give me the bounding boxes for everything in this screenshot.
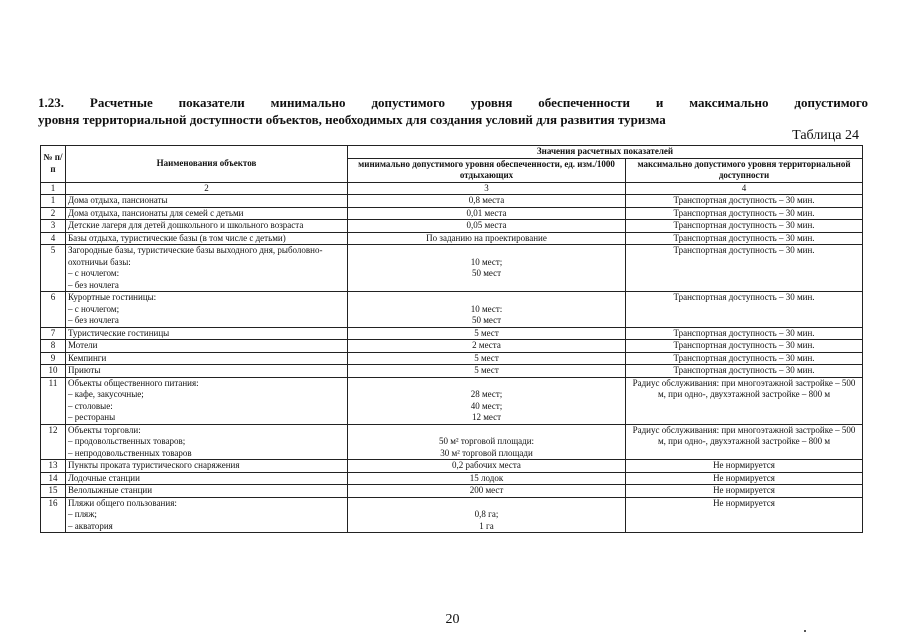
min-value [348, 340, 626, 353]
min-value [348, 207, 626, 220]
object-name-line: – без ночлега [68, 279, 119, 290]
min-value-line: 10 мест: [470, 303, 503, 314]
object-name-line: Дома отдыха, пансионаты [68, 195, 168, 205]
table-row [41, 340, 863, 353]
header-values-group: Значения расчетных показателей [348, 146, 863, 159]
header-name: Наименования объектов [66, 146, 348, 183]
object-name-line: Дома отдыха, пансионаты для семей с детьми [68, 207, 244, 218]
max-value: Радиус обслуживания: при многоэтажной застройке – 500 м, при одно-, двухэтажной застройке – 800 м [626, 377, 863, 424]
table-row [41, 292, 863, 328]
object-name [66, 472, 348, 485]
col-number: 4 [626, 182, 863, 195]
object-name [66, 232, 348, 245]
min-value [348, 460, 626, 473]
min-value-line: 0,05 места [466, 220, 507, 230]
section-heading-line-2: уровня территориальной доступности объектов, необходимых для создания условий для развития туризма [38, 112, 666, 127]
min-value-line [350, 245, 623, 257]
page-number: 20 [445, 612, 460, 627]
row-number: 4 [41, 232, 66, 245]
min-value [348, 365, 626, 378]
max-value: Не нормируется [626, 497, 863, 533]
min-value-line: 12 мест [471, 412, 502, 422]
row-number: 12 [41, 424, 66, 460]
min-value [348, 485, 626, 498]
object-name-line: – акватория [68, 520, 113, 531]
max-value: Не нормируется [626, 460, 863, 473]
object-name [66, 292, 348, 328]
object-name-line: Детские лагеря для детей дошкольного и школьного возраста [68, 220, 304, 230]
object-name [66, 497, 348, 533]
min-value-line: 1 га [479, 520, 494, 531]
column-numbers-row [41, 182, 863, 195]
min-value [348, 377, 626, 424]
object-name [66, 340, 348, 353]
min-value-line: 40 мест; [470, 400, 503, 411]
min-value [348, 195, 626, 208]
min-value-line: 50 м² торговой площади: [438, 436, 535, 446]
row-number: 1 [41, 195, 66, 208]
min-value-line: 30 м² торговой площади [440, 447, 533, 458]
max-value: Транспортная доступность – 30 мин. [626, 207, 863, 220]
object-name-line: Пункты проката туристического снаряжения [68, 460, 240, 470]
header-max: максимально допустимого уровня территориальной доступности [626, 158, 863, 182]
min-value-line: 0,01 места [466, 207, 507, 218]
min-value [348, 220, 626, 233]
min-value [348, 424, 626, 460]
min-value [348, 245, 626, 292]
object-name-line: Приюты [68, 365, 101, 375]
row-number: 11 [41, 377, 66, 424]
row-number: 8 [41, 340, 66, 353]
row-number: 14 [41, 472, 66, 485]
max-value: Транспортная доступность – 30 мин. [626, 232, 863, 245]
min-value-line: 0,8 места [468, 195, 505, 205]
section-heading-line-1: 1.23. Расчетные показатели минимально допустимого уровня обеспеченности и максимально допустимого [38, 95, 868, 110]
object-name [66, 195, 348, 208]
object-name [66, 365, 348, 378]
table-row [41, 365, 863, 378]
min-value-line [350, 292, 623, 304]
object-name-line: Объекты торговли: [68, 424, 141, 435]
table-row [41, 352, 863, 365]
table-row [41, 472, 863, 485]
table-row [41, 460, 863, 473]
table-row [41, 245, 863, 292]
row-number: 6 [41, 292, 66, 328]
object-name [66, 220, 348, 233]
row-number: 5 [41, 245, 66, 292]
object-name [66, 460, 348, 473]
object-name [66, 245, 348, 292]
min-value-line: 200 мест [469, 485, 504, 495]
header-num: № п/п [41, 146, 66, 183]
object-name-line: Объекты общественного питания: [68, 377, 199, 388]
table-row [41, 207, 863, 220]
scan-speck [804, 630, 806, 632]
object-name [66, 327, 348, 340]
col-number: 3 [348, 182, 626, 195]
min-value-line [350, 498, 623, 510]
min-value-line [350, 378, 623, 390]
table-row [41, 497, 863, 533]
row-number: 13 [41, 460, 66, 473]
object-name-line: – пляж; [68, 509, 97, 519]
row-number: 16 [41, 497, 66, 533]
min-value-line: 5 мест [474, 352, 499, 363]
object-name-line: – с ночлегом: [68, 268, 120, 278]
table-row [41, 195, 863, 208]
indicators-table [40, 145, 863, 533]
table-row [41, 485, 863, 498]
object-name-line: Курортные гостиницы: [68, 292, 157, 302]
object-name-line: Базы отдыха, туристические базы (в том числе с детьми) [68, 232, 286, 243]
object-name-line: – рестораны [68, 412, 116, 422]
col-number: 2 [66, 182, 348, 195]
object-name [66, 207, 348, 220]
max-value: Транспортная доступность – 30 мин. [626, 195, 863, 208]
min-value [348, 232, 626, 245]
min-value-line: 10 мест; [470, 256, 503, 267]
object-name [66, 352, 348, 365]
row-number: 2 [41, 207, 66, 220]
min-value-line: 5 мест [474, 365, 499, 375]
object-name-line: – непродовольственных товаров [68, 447, 192, 458]
object-name [66, 377, 348, 424]
table-row [41, 232, 863, 245]
max-value: Транспортная доступность – 30 мин. [626, 340, 863, 353]
row-number: 7 [41, 327, 66, 340]
row-number: 9 [41, 352, 66, 365]
col-number: 1 [41, 182, 66, 195]
object-name-line: Мотели [68, 340, 98, 350]
max-value: Транспортная доступность – 30 мин. [626, 327, 863, 340]
object-name-line: Кемпинги [68, 352, 107, 363]
max-value: Не нормируется [626, 485, 863, 498]
min-value-line: 0,8 га; [474, 509, 499, 519]
table-row [41, 377, 863, 424]
max-value: Не нормируется [626, 472, 863, 485]
table-row [41, 220, 863, 233]
object-name-line: – продовольственных товаров; [68, 436, 186, 446]
table-row [41, 424, 863, 460]
max-value: Транспортная доступность – 30 мин. [626, 365, 863, 378]
object-name-line: Пляжи общего пользования: [68, 497, 177, 508]
row-number: 10 [41, 365, 66, 378]
object-name [66, 485, 348, 498]
min-value-line: 0,2 рабочих места [452, 460, 521, 470]
object-name-line: Загородные базы, туристические базы выходного дня, рыболовно-охотничьи базы: [68, 245, 323, 267]
max-value: Транспортная доступность – 30 мин. [626, 352, 863, 365]
object-name-line: Велолыжные станции [68, 485, 153, 495]
max-value: Транспортная доступность – 30 мин. [626, 220, 863, 233]
min-value [348, 327, 626, 340]
object-name-line: Лодочные станции [68, 472, 140, 483]
min-value [348, 472, 626, 485]
header-min: минимально допустимого уровня обеспеченности, ед. изм./1000 отдыхающих [348, 158, 626, 182]
min-value [348, 497, 626, 533]
min-value-line [350, 425, 623, 437]
row-number: 3 [41, 220, 66, 233]
table-row [41, 327, 863, 340]
object-name-line: Туристические гостиницы [68, 327, 170, 338]
min-value [348, 292, 626, 328]
min-value [348, 352, 626, 365]
object-name-line: – кафе, закусочные; [68, 389, 144, 399]
object-name [66, 424, 348, 460]
min-value-line: 2 места [472, 340, 501, 350]
min-value-line: 28 мест; [470, 389, 503, 399]
min-value-line: По заданию на проектирование [426, 232, 547, 243]
min-value-line: 50 мест [471, 315, 502, 325]
min-value-line: 5 мест [474, 327, 499, 338]
object-name-line: – столовые: [68, 400, 113, 411]
table-label: Таблица 24 [792, 128, 859, 143]
max-value: Транспортная доступность – 30 мин. [626, 245, 863, 292]
row-number: 15 [41, 485, 66, 498]
max-value: Транспортная доступность – 30 мин. [626, 292, 863, 328]
max-value: Радиус обслуживания: при многоэтажной застройке – 500 м, при одно-, двухэтажной застройке – 800 м [626, 424, 863, 460]
section-heading [38, 94, 868, 128]
object-name-line: – с ночлегом; [68, 303, 120, 314]
min-value-line: 50 мест [471, 268, 502, 278]
min-value-line: 15 лодок [469, 472, 504, 483]
object-name-line: – без ночлега [68, 315, 119, 325]
